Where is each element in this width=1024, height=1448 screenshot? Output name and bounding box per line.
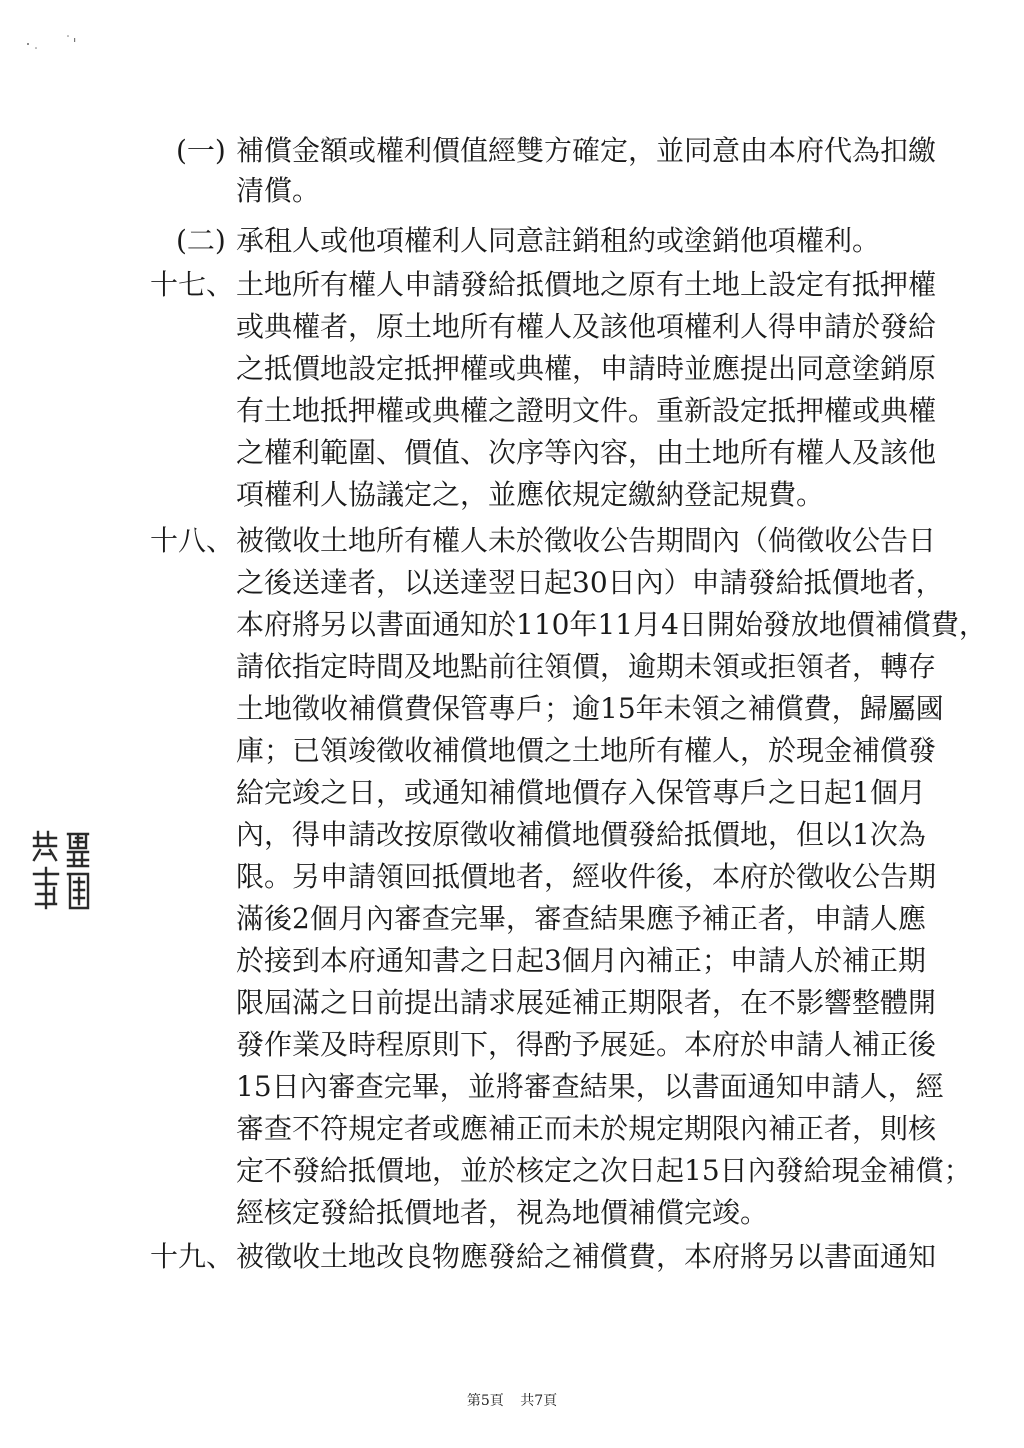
item-line: 內，得申請改按原徵收補償地價發給抵價地，但以1次為 [236, 818, 926, 851]
page-number: 第5頁 [466, 1393, 504, 1409]
clause-line: 清償。 [236, 174, 321, 207]
item-line: 被徵收土地改良物應發給之補償費，本府將另以書面通知 [236, 1240, 937, 1273]
item-line: 請依指定時間及地點前往領價，逾期未領或拒領者，轉存 [236, 650, 937, 683]
item-line: 之權利範圍、價值、次序等內容，由土地所有權人及該他 [236, 436, 937, 469]
item-line: 被徵收土地所有權人未於徵收公告期間內（倘徵收公告日 [236, 524, 937, 557]
item-line: 滿後2個月內審查完畢，審查結果應予補正者，申請人應 [236, 902, 926, 935]
page-footer [0, 1392, 1024, 1410]
seal-stamp-icon [30, 828, 94, 914]
item-marker: 十九、 [150, 1240, 235, 1273]
clause-line: 補償金額或權利價值經雙方確定，並同意由本府代為扣繳 [236, 134, 937, 167]
item-line: 之抵價地設定抵押權或典權，申請時並應提出同意塗銷原 [236, 352, 937, 385]
item-line: 發作業及時程原則下，得酌予展延。本府於申請人補正後 [236, 1028, 937, 1061]
item-line: 或典權者，原土地所有權人及該他項權利人得申請於發給 [236, 310, 937, 343]
page-total: 共7頁 [520, 1393, 558, 1409]
item-line: 15日內審查完畢，並將審查結果，以書面通知申請人，經 [236, 1070, 944, 1103]
item-line: 審查不符規定者或應補正而未於規定期限內補正者，則核 [236, 1112, 937, 1145]
item-line: 限。另申請領回抵價地者，經收件後，本府於徵收公告期 [236, 860, 937, 893]
item-line: 之後送達者，以送達翌日起30日內）申請發給抵價地者， [236, 566, 944, 599]
scan-specks [20, 30, 90, 60]
item-line: 給完竣之日，或通知補償地價存入保管專戶之日起1個月 [236, 776, 926, 809]
item-line: 庫；已領竣徵收補償地價之土地所有權人，於現金補償發 [236, 734, 937, 767]
item-line: 有土地抵押權或典權之證明文件。重新設定抵押權或典權 [236, 394, 937, 427]
item-line: 定不發給抵價地，並於核定之次日起15日內發給現金補償； [236, 1154, 972, 1187]
item-line: 土地徵收補償費保管專戶；逾15年未領之補償費，歸屬國 [236, 692, 944, 725]
item-line: 於接到本府通知書之日起3個月內補正；申請人於補正期 [236, 944, 926, 977]
clause-line: 承租人或他項權利人同意註銷租約或塗銷他項權利。 [236, 224, 881, 257]
item-marker: 十八、 [150, 524, 235, 557]
item-marker: 十七、 [150, 268, 235, 301]
item-line: 土地所有權人申請發給抵價地之原有土地上設定有抵押權 [236, 268, 937, 301]
item-line: 本府將另以書面通知於110年11月4日開始發放地價補償費， [236, 608, 987, 641]
item-line: 項權利人協議定之，並應依規定繳納登記規費。 [236, 478, 825, 511]
clause-marker: (一) [176, 134, 226, 167]
clause-marker: (二) [176, 224, 226, 257]
item-line: 限屆滿之日前提出請求展延補正期限者，在不影響整體開 [236, 986, 937, 1019]
item-line: 經核定發給抵價地者，視為地價補償完竣。 [236, 1196, 769, 1229]
